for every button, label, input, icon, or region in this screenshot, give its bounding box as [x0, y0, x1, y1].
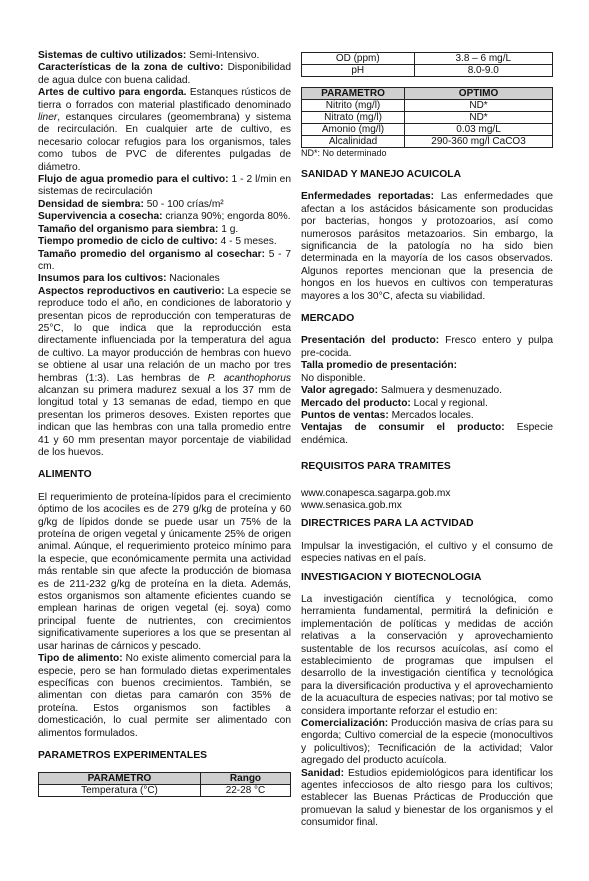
requisitos-heading: REQUISITOS PARA TRAMITES [301, 461, 451, 473]
table-cell: ND* [405, 100, 553, 112]
flujo-label: Flujo de agua promedio para el cultivo: [38, 174, 229, 186]
table-header: Rango [200, 773, 290, 785]
tamano-siembra-paragraph [38, 224, 291, 236]
talla-value: No disponible. [301, 372, 366, 384]
tiempo-label: Tiempo promedio de ciclo de cultivo: [38, 236, 218, 248]
densidad-value: 50 - 100 crías/m² [143, 198, 224, 210]
densidad-label: Densidad de siembra: [38, 198, 144, 210]
comercializacion-text: Producción masiva de crías para su engorda; Cultivo comercial de la especie (monocultivos y policultivos); Tecnificación de la actividad; Valor agregado del producto acuícola. [301, 718, 553, 767]
table-cell: OD (ppm) [302, 53, 415, 65]
left-column [38, 50, 291, 797]
puntos-label: Puntos de ventas: [301, 409, 389, 421]
table-cell: pH [302, 65, 415, 77]
table-row [302, 65, 553, 77]
puntos-value: Mercados locales. [388, 409, 474, 421]
artes-text2: , estanques circulares (geomembrana) y sistema de recirculación. En cualquier arte de cultivo, es necesario colocar refugios para los organismos, tales como tubos de PVC de diferentes pulgadas de diámetro. [38, 112, 291, 173]
ventajas-paragraph [301, 422, 553, 447]
conapesca-link[interactable]: www.conapesca.sagarpa.gob.mx [301, 487, 451, 499]
flujo-value: 1 - 2 l/min en sistemas de recirculación [38, 174, 291, 198]
valor-label: Valor agregado: [301, 385, 378, 397]
aspectos-text1: La especie se reproduce todo el año, en condiciones de laboratorio y presentan picos de reproducción con temperaturas de 25°C, lo que indica que la reproducción esta directamente influenciada por la temperatura del agua de cultivo. La mayor producción de hembras con huevo se obtiene al usar una relación de un macho por tres hembras (1:3). Las hembras de [38, 285, 291, 384]
sistemas-label: Sistemas de cultivo utilizados: [38, 50, 187, 61]
tipo-alimento-text: No existe alimento comercial para la especie, pero se han formulado dietas experimentales específicas con buenos crecimientos. También, se alimentan con dietas para camarón con 35% de proteína. Estos organismos son factibles a domesticación, lo cual permite ser alimentado con alimentos formulados. [38, 653, 291, 739]
table-cell: 290-360 mg/l CaCO3 [405, 136, 553, 148]
densidad-paragraph [38, 199, 291, 211]
investigacion-paragraph: La investigación científica y tecnológica, como herramienta fundamental, permitirá la definición e implementación de políticas y medidas de acción relativas a la conservación y aprovechamiento sustentable de los recursos acuícolas, así como el establecimiento de programas que impulsen el desarrollo de la investigación científica y tecnológica para la diversificación productiva y el aprovechamiento de la acuacultura de especies nativas; por tal motivo se considera importante reforzar el estudio en: [301, 593, 553, 717]
table-cell: Alcalinidad [302, 136, 405, 148]
aspectos-label: Aspectos reproductivos en cautiverio: [38, 285, 225, 297]
table-header-row [302, 88, 553, 100]
sanidad-paragraph [301, 768, 553, 830]
comercializacion-paragraph [301, 718, 553, 768]
tamano-siembra-label: Tamaño del organismo para siembra: [38, 223, 219, 235]
tamano-cosecha-value: 5 - 7 cm. [38, 248, 291, 272]
sanidad-heading: SANIDAD Y MANEJO ACUICOLA [301, 169, 461, 180]
enfermedades-text: Las enfermedades que afectan a los astácidos básicamente son producidas por bacterias, hongos y protozoarios, así como numerosos parásitos metazoarios. Sin embargo, la significancia de la patología no ha sido bien determinada en la mayoría de los casos observados. Algunos reportes mencionan que la presencia de hongos en los huevos en cultivos con temperaturas mayores a los 30°C, afecta su viabilidad. [301, 191, 554, 302]
presentacion-value: Fresco entero y pulpa pre-cocida. [301, 335, 553, 359]
caracteristicas-label: Características de la zona de cultivo: [38, 62, 224, 74]
aspectos-paragraph [38, 286, 291, 460]
presentacion-paragraph [301, 335, 553, 360]
table-cell: Temperatura (°C) [39, 785, 201, 797]
table-header-row [39, 773, 291, 785]
presentacion-label: Presentación del producto: [301, 335, 440, 347]
enfermedades-paragraph [301, 191, 553, 303]
table-cell: ND* [405, 112, 553, 124]
mercado-label: Mercado del producto: [301, 397, 411, 409]
table-cell: 8.0-9.0 [414, 65, 552, 77]
table-cell: Amonio (mg/l) [302, 124, 405, 136]
mercado-heading: MERCADO [301, 313, 355, 325]
mercado-value: Local y regional. [410, 397, 488, 409]
enfermedades-label: Enfermedades reportadas: [301, 191, 435, 203]
puntos-paragraph [301, 410, 553, 422]
ventajas-value: Especie endémica. [301, 422, 553, 446]
table-row [39, 785, 291, 797]
table-cell: Nitrito (mg/l) [302, 100, 405, 112]
insumos-paragraph [38, 273, 291, 285]
insumos-label: Insumos para los cultivos: [38, 273, 167, 285]
table-cell: 0.03 mg/L [405, 124, 553, 136]
table-cell: 22-28 °C [200, 785, 290, 797]
alimento-heading: ALIMENTO [38, 469, 92, 481]
artes-text1: Estanques rústicos de tierra o forrados con material plastificado denominado [38, 87, 291, 111]
table-header: PARAMETRO [39, 773, 201, 785]
supervivencia-value: crianza 90%; engorda 80%. [162, 211, 291, 223]
table-header: OPTIMO [405, 88, 553, 100]
sanidad-text: Estudios epidemiológicos para identificar los agentes infecciosos de alto riesgo para los cultivos; establecer las Buenas Prácticas de Producción que promuevan la salud y bienestar de los organismos y el consumidor final. [301, 767, 553, 829]
artes-liner: liner [38, 112, 58, 124]
table-row [302, 53, 553, 65]
table-header: PARAMETRO [302, 88, 405, 100]
comercializacion-label: Comercialización: [301, 718, 389, 730]
caracteristicas-value: Disponibilidad de agua dulce con buena calidad. [38, 62, 291, 86]
investigacion-heading: INVESTIGACION Y BIOTECNOLOGIA [301, 571, 482, 583]
directrices-paragraph: Impulsar la investigación, el cultivo y el consumo de especies nativas en el país. [301, 540, 553, 565]
senasica-link[interactable]: www.senasica.gob.mx [301, 499, 402, 511]
table-row [302, 100, 553, 112]
artes-label: Artes de cultivo para engorda. [38, 87, 187, 99]
valor-paragraph [301, 385, 553, 397]
valor-value: Salmuera y desmenuzado. [378, 385, 503, 397]
tiempo-paragraph [38, 236, 291, 248]
tamano-cosecha-paragraph [38, 249, 291, 274]
table-row [302, 112, 553, 124]
parametros-table [38, 772, 291, 797]
parametros-heading: PARAMETROS EXPERIMENTALES [38, 749, 207, 761]
table-cell: 3.8 – 6 mg/L [414, 53, 552, 65]
top-parameter-table [301, 52, 553, 77]
sistemas-paragraph [38, 50, 291, 62]
table-row [302, 124, 553, 136]
tiempo-value: 4 - 5 meses. [217, 236, 277, 248]
supervivencia-label: Supervivencia a cosecha: [38, 211, 163, 223]
tipo-alimento-paragraph [38, 653, 291, 740]
ventajas-label: Ventajas de consumir el producto: [301, 422, 505, 434]
tamano-cosecha-label: Tamaño promedio del organismo al cosechar: [38, 248, 265, 260]
alimento-paragraph: El requerimiento de proteína-lípidos para el crecimiento óptimo de los acociles es de 279 g/kg de proteína y 60 g/kg de lípidos donde se puede usar un 75% de la proteína de origen vegetal y únicamente 25% de origen animal. Aúnque, el requerimiento proteico mínimo para la especie, que económicamente permita una actividad más rentable sin que afecte la producción de biomasa es de 211-232 g/kg de proteína en la dieta. Además, estos organismos son altamente eficientes cuando se emplean harinas de origen vegetal (ej. soya) como principal fuente de nutrientes, con crecimientos significativamente superiores a los que se presentan al usar harinas de cárnicos y pescado. [38, 491, 291, 652]
table-footnote: ND*: No determinado [301, 148, 387, 158]
optimo-table [301, 87, 553, 148]
talla-label: Talla promedio de presentación: [301, 360, 458, 372]
caracteristicas-paragraph [38, 62, 291, 87]
directrices-heading: DIRECTRICES PARA LA ACTVIDAD [301, 518, 474, 530]
sistemas-value: Semi-Intensivo. [186, 50, 260, 61]
supervivencia-paragraph [38, 211, 291, 223]
aspectos-text2: alcanzan su primera madurez sexual a los 37 mm de longitud total y 13 semanas de edad, tiempo en que presentan los primeros desoves. Existen reportes que indican que las hembras con una talla promedio entre 41 y 60 mm presentan mayor porcentaje de viabilidad de los huevos. [38, 384, 291, 458]
sanidad-label: Sanidad: [301, 767, 345, 779]
insumos-value: Nacionales [166, 273, 220, 285]
tamano-siembra-value: 1 g. [218, 223, 239, 235]
flujo-paragraph [38, 174, 291, 199]
right-column [301, 52, 553, 830]
artes-paragraph [38, 87, 291, 174]
tipo-alimento-label: Tipo de alimento: [38, 653, 123, 665]
aspectos-species: P. acanthophorus [207, 372, 291, 384]
mercado-paragraph [301, 398, 553, 410]
table-cell: Nitrato (mg/l) [302, 112, 405, 124]
table-row [302, 136, 553, 148]
